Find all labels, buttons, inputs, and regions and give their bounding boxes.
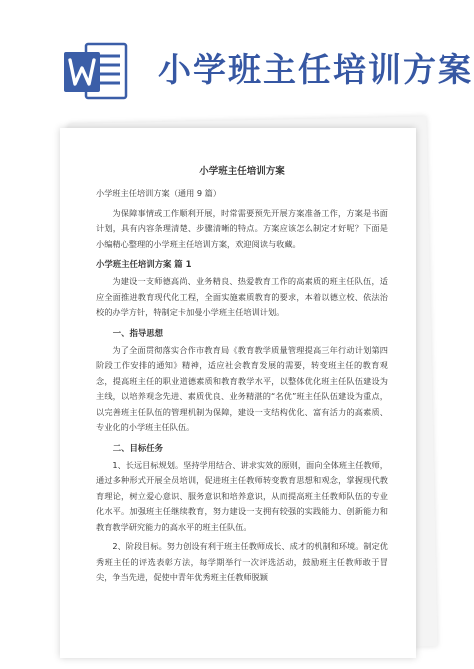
paragraph: 1、长远目标规划。坚持学用结合、讲求实效的原则，面向全体班主任教师，通过多种形式开展全员培训，促进班主任教师转变教育思想和观念，掌握现代教育理论，树立爱心意识、服务意识和培养意识，从而提高班主任教师队伍的专业化水平。加强班主任继续教育，努力建设一支拥有较强的实践能力、创新能力和教育教学研究能力的高水平的班主任队伍。 — [96, 459, 388, 532]
section-heading: 小学班主任培训方案 篇 1 — [96, 259, 192, 269]
paragraph: 为建设一支师德高尚、业务精良、热爱教育工作的高素质的班主任队伍，适应全面推进教育现代化工程，全面实施素质教育的要求，本着以德立校、依法治校的办学方针，特制定卡加曼小学班主任培训计划。 — [96, 276, 388, 317]
paragraph: 小学班主任培训方案（通用 9 篇） — [96, 188, 222, 198]
section-heading: 二、目标任务 — [112, 442, 164, 453]
paragraph: 为保障事情或工作顺利开展，时常需要预先开展方案准备工作，方案是书面计划，具有内容条理清楚、步骤清晰的特点。方案应该怎么制定才好呢？下面是小编精心整理的小学班主任培训方案，欢迎阅读与收藏。 — [96, 207, 388, 249]
paragraph: 2、阶段目标。努力创设有利于班主任教师成长、成才的机制和环境。制定优秀班主任的评选表彰方法，每学期举行一次评选活动，鼓励班主任教师敢于冒尖，争当先进，促使中青年优秀班主任教师脱颖 — [96, 541, 388, 582]
document-page — [60, 128, 416, 658]
document-content — [96, 164, 388, 590]
header-banner — [0, 0, 474, 120]
section-heading: 一、指导思想 — [112, 327, 164, 338]
word-document-icon — [64, 40, 128, 102]
paragraph: 为了全面贯彻落实合作市教育局《教育教学质量管理提高三年行动计划第四阶段工作安排的通知》精神，适应社会教育发展的需要，转变班主任的教育观念，提高班主任的职业道德素质和教育教学水平，以整体优化班主任队伍建设为主线，以培养观念先进、素质优良、业务精湛的“名优”班主任队伍建设为重点，以完善班主任队伍的管理机制为保障，建设一支结构优化、富有活力的高素质、专业化的小学班主任队伍。 — [96, 344, 388, 432]
header-title: 小学班主任培训方案 — [158, 50, 473, 89]
document-title: 小学班主任培训方案 — [199, 166, 285, 177]
